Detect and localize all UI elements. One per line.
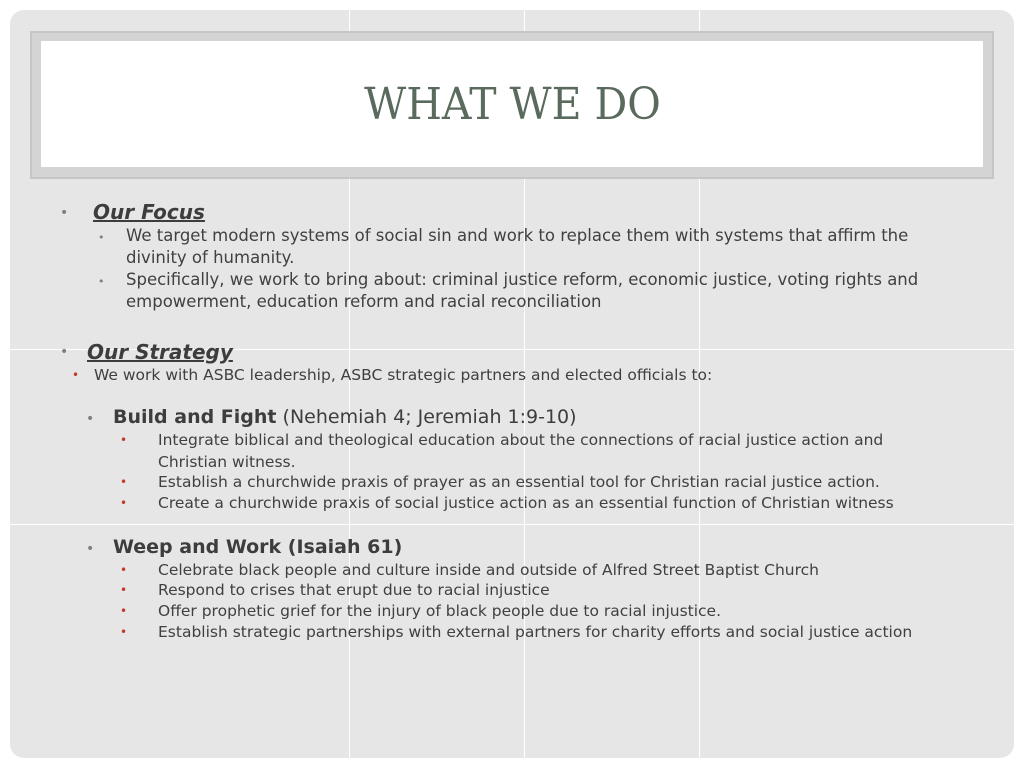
bullet-icon: • [120,475,128,489]
focus-item-2-line-2: empowerment, education reform and racial reconciliation [126,292,602,311]
bullet-icon: • [120,496,128,510]
bullet-icon: • [86,411,95,427]
bullet-icon: • [60,205,69,221]
focus-item-1-line-1: We target modern systems of social sin and work to replace them with systems that affirm the [126,226,909,245]
weep-item-1: Celebrate black people and culture inside and outside of Alfred Street Baptist Church [158,561,819,579]
build-item-2: Establish a churchwide praxis of prayer as an essential tool for Christian racial justice action. [158,473,880,491]
weep-item-2: Respond to crises that erupt due to racial injustice [158,581,550,599]
weep-heading: Weep and Work (Isaiah 61) [113,536,403,558]
bullet-icon: • [120,625,128,639]
bullet-icon: • [60,344,69,360]
strategy-heading: Our Strategy [87,340,233,364]
slide-title: WHAT WE DO [363,78,661,130]
build-heading-reference: (Nehemiah 4; Jeremiah 1:9-10) [276,406,577,428]
build-heading [113,406,577,428]
focus-item-2-line-1: Specifically, we work to bring about: criminal justice reform, economic justice, voting rights and [126,270,919,289]
bullet-icon: • [98,275,105,288]
bullet-icon: • [86,541,95,557]
build-heading-bold: Build and Fight [113,406,277,428]
bullet-icon: • [120,563,128,577]
weep-item-3: Offer prophetic grief for the injury of black people due to racial injustice. [158,602,722,620]
focus-heading: Our Focus [93,200,205,224]
bullet-icon: • [120,583,128,597]
strategy-intro: We work with ASBC leadership, ASBC strategic partners and elected officials to: [94,366,713,384]
weep-item-4: Establish strategic partnerships with external partners for charity efforts and social justice action [158,623,913,641]
slide-content [10,10,1014,758]
build-item-1-line-2: Christian witness. [158,453,296,471]
bullet-icon: • [98,231,105,244]
bullet-icon: • [120,604,128,618]
focus-item-1-line-2: divinity of humanity. [126,248,295,267]
bullet-icon: • [120,433,128,447]
build-item-1-line-1: Integrate biblical and theological education about the connections of racial justice action and [158,431,884,449]
bullet-icon: • [72,368,80,382]
slide [10,10,1014,758]
build-item-3: Create a churchwide praxis of social justice action as an essential function of Christian witness [158,494,894,512]
